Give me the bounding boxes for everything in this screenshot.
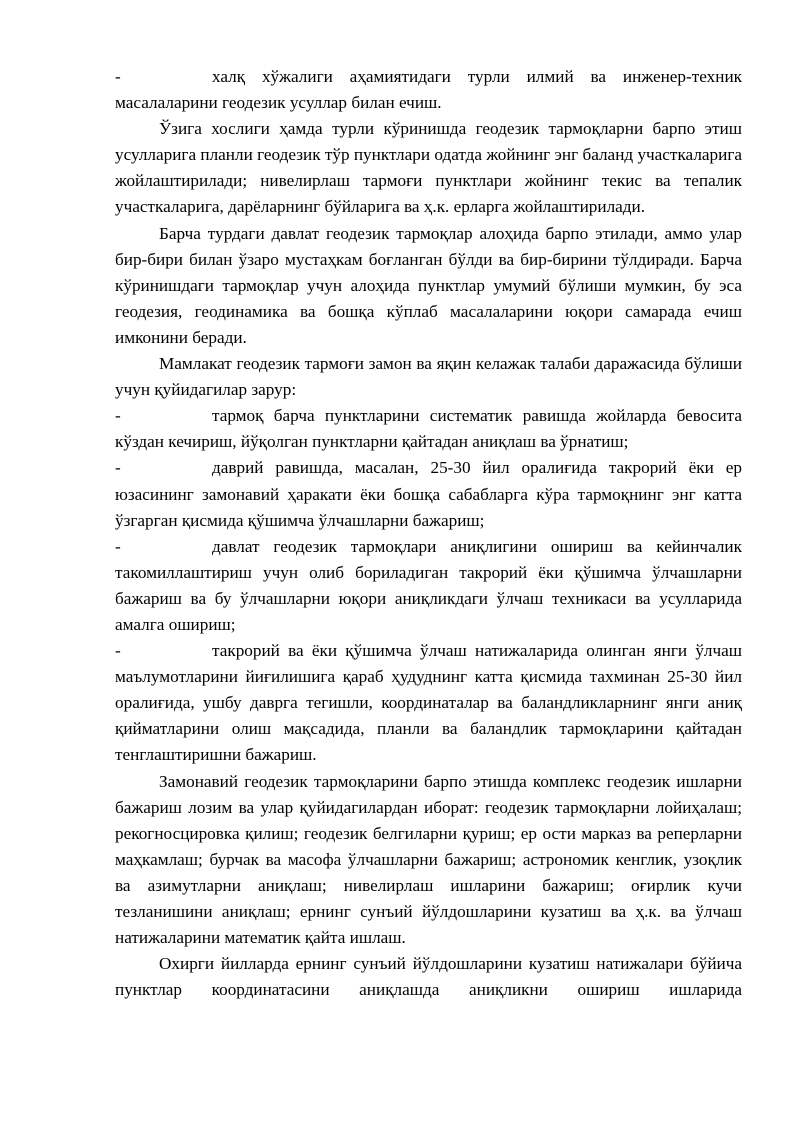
list-item bbox=[115, 534, 742, 638]
list-item bbox=[115, 638, 742, 768]
paragraph: Мамлакат геодезик тармоғи замон ва яқин келажак талаби даражасида бўлиши учун қуйидагилар зарур: bbox=[115, 354, 742, 400]
list-item bbox=[115, 455, 742, 533]
list-item bbox=[0, 64, 742, 116]
paragraph: Барча турдаги давлат геодезик тармоқлар алоҳида барпо этилади, аммо улар бир-бири билан ўзаро мустаҳкам боғланган бўлди ва бир-бирини тўлдиради. Барча кўринишдаги тармоқлар учун алоҳида пунктлар умумий бўлиши мумкин, бу эса геодезия, геодинамика ва бошқа кўплаб масалаларини юқори самарада ечиш имконини беради. bbox=[115, 223, 742, 347]
paragraph: Ўзига хослиги ҳамда турли кўринишда геодезик тармоқларни барпо этиш усулларига планли геодезик тўр пунктлари одатда жойнинг энг баланд участкаларига жойлаштирилади; нивелирлаш тармоғи пунктлари жойнинг текис ва тепалик участкаларига, дарёларнинг бўйларига ва ҳ.к. ерларга жойлаштирилади. bbox=[115, 119, 742, 217]
list-item-text: халқ хўжалиги аҳамиятидаги турли илмий ва инженер-техник масалаларини геодезик усуллар билан ечиш. bbox=[115, 67, 742, 113]
list-item-text: давлат геодезик тармоқлари аниқлигини ошириш ва кейинчалик такомиллаштириш учун олиб бориладиган такрорий ёки қўшимча ўлчашларни бажариш ва бу ўлчашларни юқори аниқликдаги ўлчаш техникаси ва усулларида амалга ошириш; bbox=[115, 536, 742, 634]
list-dash: - bbox=[115, 406, 121, 426]
list-dash: - bbox=[115, 67, 121, 86]
list-item-text: даврий равишда, масалан, 25-30 йил оралиғида такрорий ёки ер юзасининг замонавий ҳаракати ёки бошқа сабабларга кўра тармоқнинг энг катта ўзгарган қисмида қўшимча ўлчашларни бажариш; bbox=[115, 458, 742, 530]
paragraph: Замонавий геодезик тармоқларини барпо этишда комплекс геодезик ишларни бажариш лозим ва улар қуйидагилардан иборат: геодезик тармоқларни лойиҳалаш; рекогносцировка қилиш; геодезик белгиларни қуриш; ер ости марказ ва реперларни маҳкамлаш; бурчак ва масофа ўлчашларни бажариш; астрономик кенглик, узоқлик ва азимутларни аниқлаш; нивелирлаш ишларини бажариш; оғирлик кучи тезланишини аниқлаш; ернинг сунъий йўлдошларини кузатиш ва ҳ.к. ва ўлчаш натижаларини математик қайта ишлаш. bbox=[115, 771, 742, 948]
paragraph: Охирги йилларда ернинг сунъий йўлдошларини кузатиш натижалари бўйича пунктлар координатасини аниқлашда аниқликни ошириш ишларида bbox=[115, 954, 742, 1000]
list-item bbox=[115, 403, 742, 455]
list-item-text: тармоқ барча пунктларини систематик равишда жойларда бевосита кўздан кечириш, йўқолган пунктларни қайтадан аниқлаш ва ўрнатиш; bbox=[115, 406, 742, 452]
list-dash: - bbox=[115, 536, 121, 556]
list-item-text: такрорий ва ёки қўшимча ўлчаш натижаларида олинган янги ўлчаш маълумотларини йиғилишига қараб ҳудуднинг катта қисмида тахминан 25-30 йил оралиғида, ушбу даврга тегишли, координаталар ва баландликларнинг янги аниқ қийматларини олиш мақсадида, планли ва баландлик тармоқларини қайтадан тенглаштиришни бажариш. bbox=[115, 641, 742, 765]
list-dash: - bbox=[115, 641, 121, 661]
list-dash: - bbox=[115, 458, 121, 478]
